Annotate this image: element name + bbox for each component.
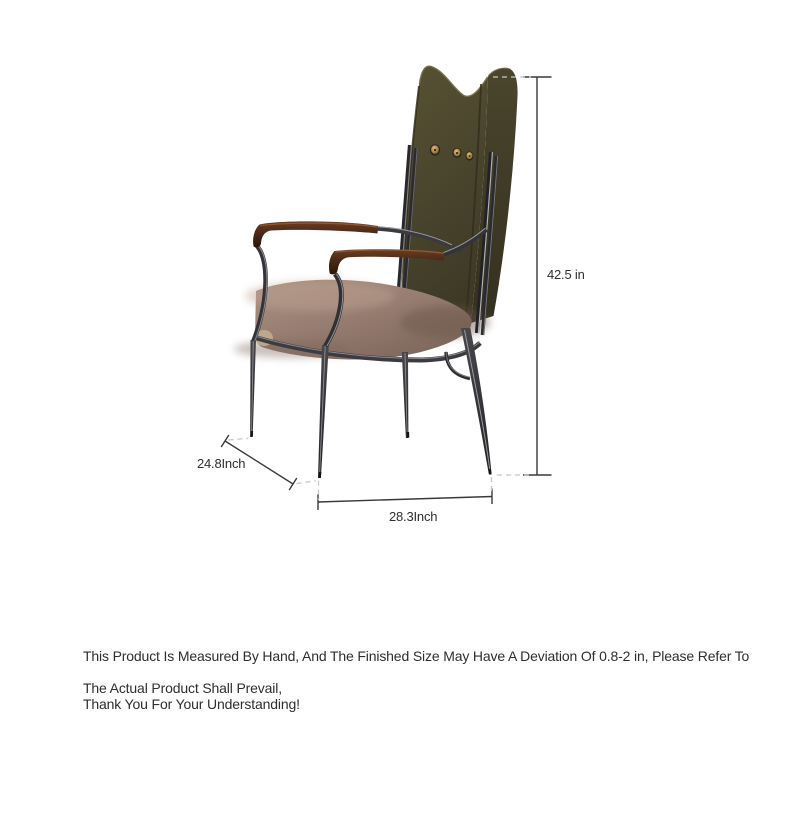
disclaimer-line-2: The Actual Product Shall Prevail, xyxy=(83,680,282,696)
depth-bottom-tick xyxy=(289,478,297,490)
backrest xyxy=(402,66,518,323)
leg-foot-tips xyxy=(252,431,491,478)
width-line xyxy=(318,497,492,503)
depth-right-extension xyxy=(297,481,317,484)
depth-left-extension xyxy=(229,438,249,440)
width-dimension-line xyxy=(318,489,492,511)
button-1-center xyxy=(434,149,436,151)
disclaimer-line-1: This Product Is Measured By Hand, And The Finished Size May Have A Deviation Of 0.8-2 in, Please Refer To xyxy=(83,648,750,664)
button-3-center xyxy=(469,155,471,157)
height-dimension-label: 42.5 in xyxy=(547,267,585,282)
depth-top-tick xyxy=(221,435,229,447)
foot-tip-2 xyxy=(320,472,321,478)
width-dimension-label: 28.3Inch xyxy=(389,509,438,524)
foot-tip-4 xyxy=(490,469,491,474)
near-front-leg xyxy=(318,345,329,478)
button-2-center xyxy=(456,152,458,154)
chair-product-image xyxy=(234,66,518,478)
depth-dimension-label: 24.8Inch xyxy=(197,456,246,471)
disclaimer-line-3: Thank You For Your Understanding! xyxy=(83,696,300,712)
